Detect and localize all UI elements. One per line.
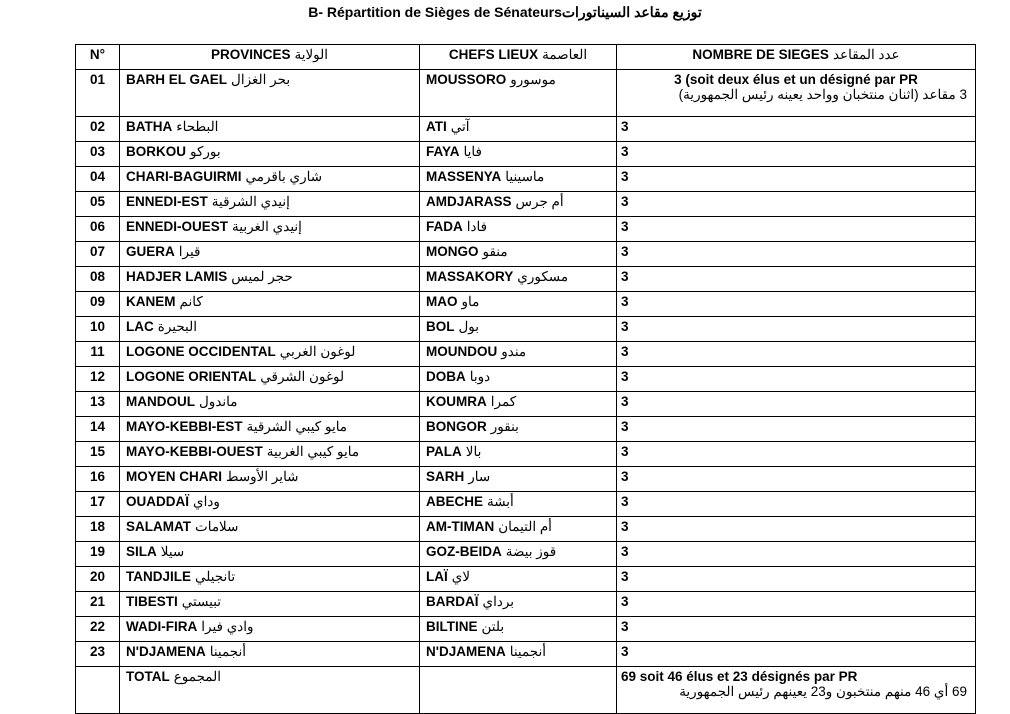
title-arabic: توزيع مقاعد السيناتورات bbox=[561, 4, 702, 20]
province-arabic: بحر الغزال bbox=[231, 72, 291, 87]
row-seats bbox=[617, 70, 976, 117]
province-name: N'DJAMENA bbox=[126, 644, 206, 659]
chef-arabic: بالا bbox=[465, 444, 482, 459]
row-province bbox=[120, 242, 420, 267]
row-chef bbox=[420, 142, 617, 167]
province-arabic: سلامات bbox=[195, 519, 239, 534]
row-seats: 3 bbox=[617, 417, 976, 442]
chef-name: KOUMRA bbox=[426, 394, 487, 409]
chef-name: N'DJAMENA bbox=[426, 644, 506, 659]
chef-name: GOZ-BEIDA bbox=[426, 544, 502, 559]
header-num: N° bbox=[76, 45, 120, 70]
row-chef bbox=[420, 317, 617, 342]
table-row bbox=[76, 617, 976, 642]
row-province bbox=[120, 542, 420, 567]
chef-name: LAÏ bbox=[426, 569, 448, 584]
table-row bbox=[76, 142, 976, 167]
province-name: HADJER LAMIS bbox=[126, 269, 228, 284]
row-num: 13 bbox=[76, 392, 120, 417]
chef-name: MOUNDOU bbox=[426, 344, 498, 359]
total-num-cell bbox=[76, 667, 120, 714]
row-num: 10 bbox=[76, 317, 120, 342]
senate-seats-table bbox=[75, 44, 976, 714]
row-num: 22 bbox=[76, 617, 120, 642]
row-seats: 3 bbox=[617, 117, 976, 142]
chef-name: MOUSSORO bbox=[426, 72, 507, 87]
chef-arabic: مسكوري bbox=[517, 269, 569, 284]
table-row bbox=[76, 592, 976, 617]
table-row bbox=[76, 442, 976, 467]
row-seats: 3 bbox=[617, 642, 976, 667]
row-province bbox=[120, 517, 420, 542]
row-province bbox=[120, 492, 420, 517]
row-seats: 3 bbox=[617, 292, 976, 317]
row-province bbox=[120, 267, 420, 292]
row-seats: 3 bbox=[617, 442, 976, 467]
row-chef bbox=[420, 592, 617, 617]
row-chef bbox=[420, 542, 617, 567]
table-row bbox=[76, 217, 976, 242]
row-num: 14 bbox=[76, 417, 120, 442]
province-arabic: قيرا bbox=[178, 244, 201, 259]
row-province bbox=[120, 70, 420, 117]
row-num: 17 bbox=[76, 492, 120, 517]
row-seats: 3 bbox=[617, 517, 976, 542]
row-seats: 3 bbox=[617, 217, 976, 242]
row-chef bbox=[420, 442, 617, 467]
table-row bbox=[76, 342, 976, 367]
chef-name: BONGOR bbox=[426, 419, 487, 434]
row-num: 06 bbox=[76, 217, 120, 242]
chef-name: BARDAÏ bbox=[426, 594, 479, 609]
province-name: MAYO-KEBBI-OUEST bbox=[126, 444, 263, 459]
row-province bbox=[120, 392, 420, 417]
row-province bbox=[120, 417, 420, 442]
row-chef bbox=[420, 467, 617, 492]
chef-arabic: موسورو bbox=[510, 72, 556, 87]
table-row bbox=[76, 367, 976, 392]
row-num: 05 bbox=[76, 192, 120, 217]
province-name: SALAMAT bbox=[126, 519, 191, 534]
row-seats: 3 bbox=[617, 567, 976, 592]
seats-french: 3 (soit deux élus et un désigné par PR bbox=[674, 72, 918, 87]
row-chef bbox=[420, 70, 617, 117]
province-name: MAYO-KEBBI-EST bbox=[126, 419, 243, 434]
province-name: LAC bbox=[126, 319, 154, 334]
province-arabic: مايو كيبي الغربية bbox=[266, 444, 360, 459]
chef-arabic: أنجمينا bbox=[509, 644, 547, 659]
chef-arabic: كمرا bbox=[490, 394, 517, 409]
row-num: 23 bbox=[76, 642, 120, 667]
province-name: LOGONE ORIENTAL bbox=[126, 369, 257, 384]
province-name: BARH EL GAEL bbox=[126, 72, 228, 87]
row-chef bbox=[420, 492, 617, 517]
table-row bbox=[76, 492, 976, 517]
row-province bbox=[120, 167, 420, 192]
header-chef-arabic: العاصمة bbox=[542, 47, 588, 62]
province-arabic: لوغون الغربي bbox=[279, 344, 356, 359]
row-chef bbox=[420, 392, 617, 417]
total-label-cell bbox=[120, 667, 420, 714]
province-arabic: ماندول bbox=[199, 394, 238, 409]
row-seats: 3 bbox=[617, 392, 976, 417]
chef-arabic: منقو bbox=[482, 244, 508, 259]
province-name: TANDJILE bbox=[126, 569, 192, 584]
province-arabic: مايو كيبي الشرقية bbox=[246, 419, 348, 434]
row-chef bbox=[420, 167, 617, 192]
chef-name: DOBA bbox=[426, 369, 466, 384]
table-row bbox=[76, 417, 976, 442]
row-seats: 3 bbox=[617, 492, 976, 517]
province-arabic: البحيرة bbox=[157, 319, 197, 334]
row-province bbox=[120, 592, 420, 617]
table-row bbox=[76, 517, 976, 542]
row-num: 07 bbox=[76, 242, 120, 267]
header-province-label: PROVINCES bbox=[210, 47, 291, 62]
title-latin: B- Répartition de Sièges de Sénateurs bbox=[308, 4, 562, 20]
chef-name: BOL bbox=[426, 319, 455, 334]
table-row bbox=[76, 192, 976, 217]
chef-name: AMDJARASS bbox=[426, 194, 512, 209]
province-name: OUADDAÏ bbox=[126, 494, 189, 509]
row-chef bbox=[420, 517, 617, 542]
row-chef bbox=[420, 217, 617, 242]
province-name: SILA bbox=[126, 544, 157, 559]
row-seats: 3 bbox=[617, 592, 976, 617]
chef-arabic: بنقور bbox=[490, 419, 519, 434]
row-province bbox=[120, 642, 420, 667]
province-arabic: شاير الأوسط bbox=[226, 469, 299, 484]
row-num: 18 bbox=[76, 517, 120, 542]
chef-name: MASSAKORY bbox=[426, 269, 514, 284]
row-province bbox=[120, 367, 420, 392]
row-chef bbox=[420, 192, 617, 217]
province-name: KANEM bbox=[126, 294, 176, 309]
province-arabic: شاري باقرمي bbox=[245, 169, 323, 184]
row-seats: 3 bbox=[617, 342, 976, 367]
row-seats: 3 bbox=[617, 267, 976, 292]
row-num: 19 bbox=[76, 542, 120, 567]
table-row bbox=[76, 117, 976, 142]
page-title bbox=[0, 4, 1010, 21]
total-label: TOTAL bbox=[126, 669, 170, 684]
chef-arabic: بول bbox=[458, 319, 480, 334]
row-num: 15 bbox=[76, 442, 120, 467]
row-province bbox=[120, 292, 420, 317]
table-header-row bbox=[76, 45, 976, 70]
province-arabic: سيلا bbox=[160, 544, 185, 559]
province-arabic: حجر لميس bbox=[231, 269, 293, 284]
province-arabic: لوغون الشرقي bbox=[260, 369, 345, 384]
total-seats-french: 69 soit 46 élus et 23 désignés par PR bbox=[621, 669, 858, 684]
row-chef bbox=[420, 617, 617, 642]
table-row bbox=[76, 242, 976, 267]
province-name: MANDOUL bbox=[126, 394, 195, 409]
row-province bbox=[120, 617, 420, 642]
province-name: ENNEDI-EST bbox=[126, 194, 208, 209]
row-chef bbox=[420, 367, 617, 392]
row-num: 12 bbox=[76, 367, 120, 392]
province-arabic: تانجيلي bbox=[195, 569, 236, 584]
row-province bbox=[120, 467, 420, 492]
chef-arabic: أم جرس bbox=[515, 194, 564, 209]
row-seats: 3 bbox=[617, 367, 976, 392]
row-chef bbox=[420, 242, 617, 267]
chef-arabic: دوبا bbox=[469, 369, 491, 384]
table-row bbox=[76, 292, 976, 317]
header-seats bbox=[617, 45, 976, 70]
province-name: GUERA bbox=[126, 244, 175, 259]
header-province-arabic: الولاية bbox=[294, 47, 329, 62]
row-province bbox=[120, 567, 420, 592]
row-num: 11 bbox=[76, 342, 120, 367]
province-name: ENNEDI-OUEST bbox=[126, 219, 229, 234]
row-num: 08 bbox=[76, 267, 120, 292]
row-num: 04 bbox=[76, 167, 120, 192]
chef-arabic: أم التيمان bbox=[498, 519, 552, 534]
chef-name: ATI bbox=[426, 119, 447, 134]
province-arabic: أنجمينا bbox=[209, 644, 247, 659]
province-name: CHARI-BAGUIRMI bbox=[126, 169, 242, 184]
total-seats-arabic: 69 أي 46 منهم منتخبون و23 يعينهم رئيس الجمهورية bbox=[679, 684, 967, 699]
province-name: BATHA bbox=[126, 119, 173, 134]
row-chef bbox=[420, 117, 617, 142]
province-arabic: وداي bbox=[193, 494, 220, 509]
header-seats-arabic: عدد المقاعد bbox=[832, 47, 900, 62]
row-seats: 3 bbox=[617, 242, 976, 267]
province-arabic: وادي فيرا bbox=[201, 619, 254, 634]
row-seats: 3 bbox=[617, 467, 976, 492]
chef-name: MAO bbox=[426, 294, 458, 309]
row-seats: 3 bbox=[617, 542, 976, 567]
total-row bbox=[76, 667, 976, 714]
row-num: 16 bbox=[76, 467, 120, 492]
chef-arabic: قوز بيضة bbox=[505, 544, 557, 559]
chef-arabic: سار bbox=[468, 469, 491, 484]
chef-arabic: فايا bbox=[463, 144, 482, 159]
row-province bbox=[120, 192, 420, 217]
header-province bbox=[120, 45, 420, 70]
province-arabic: إنيدي الشرقية bbox=[211, 194, 290, 209]
row-chef bbox=[420, 417, 617, 442]
row-chef bbox=[420, 567, 617, 592]
chef-arabic: بلتن bbox=[481, 619, 505, 634]
seats-arabic: 3 مقاعد (اثنان منتخبان وواحد يعينه رئيس الجمهورية) bbox=[678, 87, 967, 102]
row-seats: 3 bbox=[617, 167, 976, 192]
province-arabic: كانم bbox=[179, 294, 203, 309]
total-chef-cell bbox=[420, 667, 617, 714]
row-chef bbox=[420, 267, 617, 292]
chef-name: BILTINE bbox=[426, 619, 478, 634]
province-arabic: البطحاء bbox=[176, 119, 219, 134]
chef-arabic: فادا bbox=[466, 219, 488, 234]
row-province bbox=[120, 342, 420, 367]
chef-arabic: آتي bbox=[450, 119, 470, 134]
chef-arabic: مندو bbox=[501, 344, 527, 359]
chef-arabic: برداي bbox=[482, 594, 515, 609]
row-seats: 3 bbox=[617, 317, 976, 342]
chef-name: PALA bbox=[426, 444, 462, 459]
row-province bbox=[120, 217, 420, 242]
total-seats-cell bbox=[617, 667, 976, 714]
province-arabic: تبيستي bbox=[181, 594, 222, 609]
row-province bbox=[120, 317, 420, 342]
province-arabic: بوركو bbox=[190, 144, 221, 159]
chef-name: FADA bbox=[426, 219, 463, 234]
row-num: 20 bbox=[76, 567, 120, 592]
chef-name: ABECHE bbox=[426, 494, 484, 509]
row-num: 09 bbox=[76, 292, 120, 317]
table-row bbox=[76, 267, 976, 292]
chef-name: FAYA bbox=[426, 144, 460, 159]
table-row bbox=[76, 317, 976, 342]
row-province bbox=[120, 442, 420, 467]
chef-arabic: لاي bbox=[451, 569, 471, 584]
header-chef-label: CHEFS LIEUX bbox=[448, 47, 539, 62]
table-row bbox=[76, 642, 976, 667]
chef-name: MONGO bbox=[426, 244, 479, 259]
row-num: 02 bbox=[76, 117, 120, 142]
province-name: WADI-FIRA bbox=[126, 619, 198, 634]
chef-name: AM-TIMAN bbox=[426, 519, 495, 534]
row-num: 03 bbox=[76, 142, 120, 167]
row-province bbox=[120, 142, 420, 167]
header-chef bbox=[420, 45, 617, 70]
row-chef bbox=[420, 342, 617, 367]
row-province bbox=[120, 117, 420, 142]
row-num: 01 bbox=[76, 70, 120, 117]
chef-arabic: ماسينيا bbox=[505, 169, 545, 184]
table-row bbox=[76, 392, 976, 417]
province-arabic: إنيدي الغربية bbox=[232, 219, 302, 234]
row-chef bbox=[420, 292, 617, 317]
province-name: TIBESTI bbox=[126, 594, 178, 609]
table-row bbox=[76, 567, 976, 592]
total-label-arabic: المجموع bbox=[173, 669, 221, 684]
chef-name: MASSENYA bbox=[426, 169, 502, 184]
table-row bbox=[76, 70, 976, 117]
row-chef bbox=[420, 642, 617, 667]
chef-arabic: أبشة bbox=[487, 494, 514, 509]
province-name: BORKOU bbox=[126, 144, 186, 159]
chef-name: SARH bbox=[426, 469, 465, 484]
row-seats: 3 bbox=[617, 192, 976, 217]
province-name: LOGONE OCCIDENTAL bbox=[126, 344, 276, 359]
row-seats: 3 bbox=[617, 617, 976, 642]
table-row bbox=[76, 467, 976, 492]
province-name: MOYEN CHARI bbox=[126, 469, 223, 484]
row-num: 21 bbox=[76, 592, 120, 617]
table-row bbox=[76, 167, 976, 192]
header-seats-label: NOMBRE DE SIEGES bbox=[692, 47, 829, 62]
chef-arabic: ماو bbox=[461, 294, 480, 309]
row-seats: 3 bbox=[617, 142, 976, 167]
table-row bbox=[76, 542, 976, 567]
